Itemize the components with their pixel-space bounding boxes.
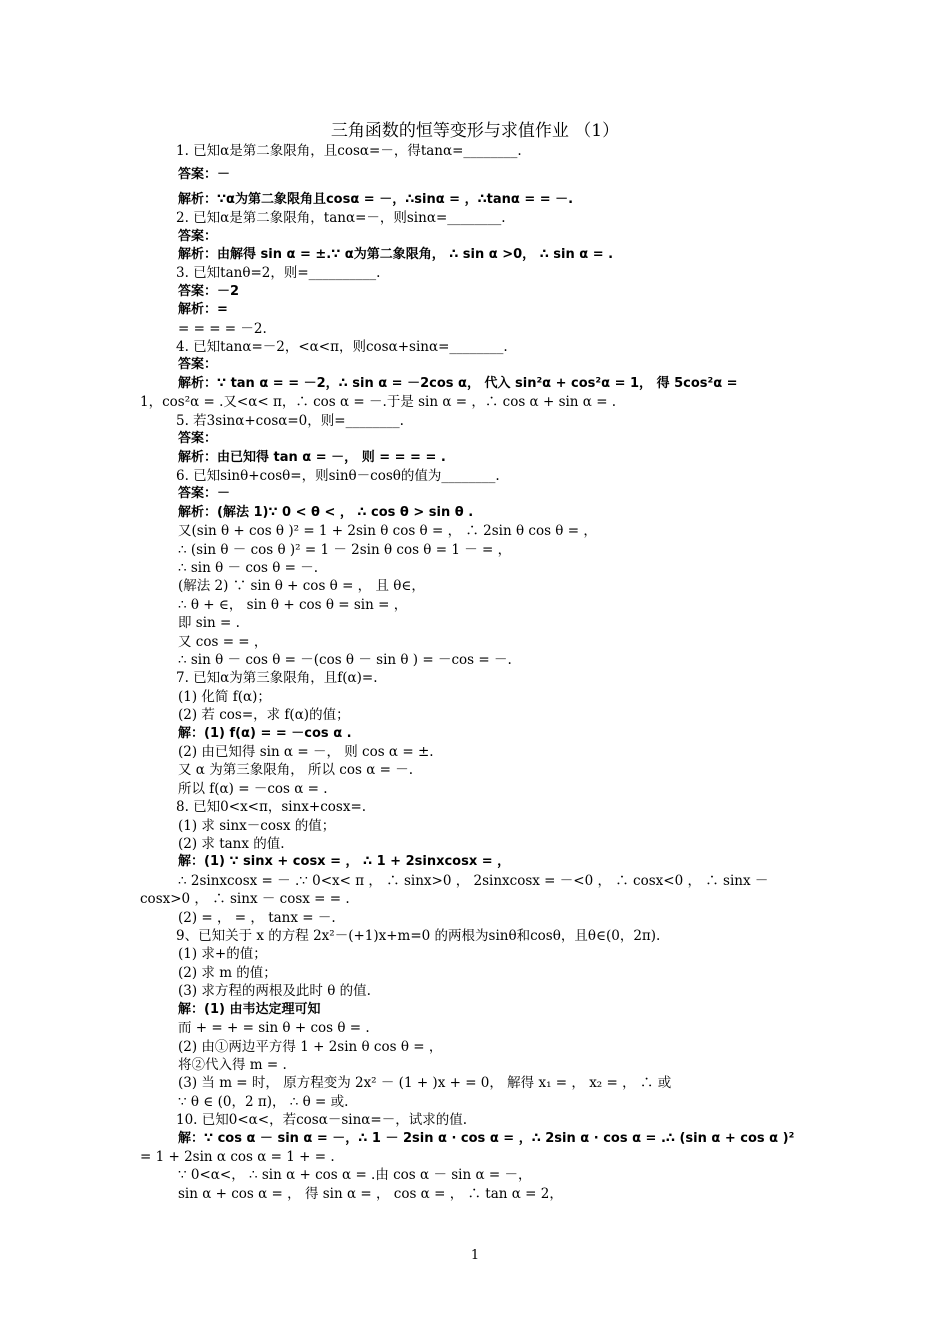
text-line: 9、已知关于 x 的方程 2x²－(+1)x+m=0 的两根为sinθ和cosθ，且θ∈(0，2π). — [176, 928, 661, 945]
text-line: 1，cos²α = .又<α< π，∴ cos α = －.于是 sin α = ，∴ cos α + sin α = . — [140, 394, 617, 411]
text-line: (解法 2) ∵ sin θ + cos θ = ， 且 θ∈， — [178, 578, 425, 595]
text-line: ∴ sin θ － cos θ = －(cos θ － sin θ ) = －cos = －. — [178, 651, 512, 668]
text-line: 4. 已知tanα=－2，<α<π，则cosα+sinα=________. — [176, 339, 508, 356]
text-line: (2) = ， = ， tanx = －. — [178, 909, 336, 926]
text-line: 而 + = + = sin θ + cos θ = . — [178, 1020, 370, 1037]
text-line: 8. 已知0<x<π，sinx+cosx=. — [176, 799, 367, 816]
text-line: 解：∵ cos α － sin α = －，∴ 1 － 2sin α · cos α = ，∴ 2sin α · cos α = .∴ (sin α + cos α )² — [178, 1130, 795, 1146]
text-line: 答案：－ — [178, 486, 231, 502]
text-line: (1) 求 sinx－cosx 的值； — [178, 817, 336, 834]
text-line: (2) 若 cos=，求 f(α)的值； — [178, 707, 350, 724]
text-line: ∴ θ + ∈， sin θ + cos θ = sin = ， — [178, 596, 408, 613]
text-line: ∴ sin θ － cos θ = －. — [178, 559, 319, 576]
text-line: (2) 由已知得 sin α = －， 则 cos α = ±. — [178, 744, 434, 760]
text-line: 解：(1) ∵ sinx + cosx = ， ∴ 1 + 2sinxcosx = ， — [178, 854, 511, 870]
text-line: ∵ θ ∈ (0，2 π)， ∴ θ = 或. — [178, 1093, 349, 1110]
text-line: (1) 化简 f(α)； — [178, 688, 271, 705]
text-line: (2) 求 tanx 的值. — [178, 836, 285, 853]
text-line: ∴ 2sinxcosx = － .∵ 0<x< π ， ∴ sinx>0 ， 2sinxcosx = －<0 ， ∴ cosx<0 ， ∴ sinx － — [178, 872, 769, 889]
text-line: 又(sin θ + cos θ )² = 1 + 2sin θ cos θ = ， ∴ 2sin θ cos θ = ， — [178, 523, 597, 540]
text-line: 解析：∵α为第二象限角且cosα = －，∴sinα = ，∴tanα = = －. — [178, 191, 574, 207]
text-line: 答案：－2 — [178, 283, 240, 299]
text-line: 2. 已知α是第二象限角，tanα=－，则sinα=________. — [176, 210, 506, 227]
text-line: cosx>0 ， ∴ sinx － cosx = = . — [140, 891, 350, 908]
text-line: ∵ 0<α<， ∴ sin α + cos α = .由 cos α － sin α = －， — [178, 1167, 532, 1184]
text-line: 答案： — [178, 357, 218, 373]
page-number: 1 — [470, 1248, 480, 1263]
text-line: 即 sin = . — [178, 615, 240, 632]
text-line: 解：(1) 由韦达定理可知 — [178, 1001, 321, 1017]
text-line: 答案： — [178, 431, 218, 447]
text-line: sin α + cos α = ， 得 sin α = ， cos α = ， ∴ tan α = 2， — [178, 1185, 563, 1202]
page-title: 三角函数的恒等变形与求值作业 （1） — [330, 121, 620, 141]
text-line: 答案：－ — [178, 167, 231, 183]
text-line: 答案： — [178, 228, 218, 244]
text-line: = = = = －2. — [178, 320, 267, 337]
text-line: 1. 已知α是第二象限角，且cosα=－，得tanα=________. — [176, 143, 522, 159]
text-line: 将②代入得 m = . — [178, 1056, 287, 1073]
text-line: 7. 已知α为第三象限角，且f(α)=. — [176, 670, 378, 687]
text-line: = 1 + 2sin α cos α = 1 + = . — [140, 1148, 335, 1165]
text-line: 又 cos = = ， — [178, 633, 268, 650]
text-line: 又 α 为第三象限角， 所以 cos α = －. — [178, 762, 413, 779]
text-line: 所以 f(α) = －cos α = . — [178, 780, 328, 797]
text-line: 10. 已知0<α<，若cosα－sinα=－，试求的值. — [176, 1112, 467, 1129]
text-line: 解析：(解法 1)∵ 0 < θ < ， ∴ cos θ > sin θ . — [178, 504, 474, 520]
text-line: 解析：由解得 sin α = ±.∵ α为第二象限角， ∴ sin α >0， ∴ sin α = . — [178, 247, 614, 263]
document-body — [140, 142, 810, 1203]
text-line: 3. 已知tanθ=2，则=__________. — [176, 265, 381, 282]
text-line: (3) 当 m = 时， 原方程变为 2x² － (1 + )x + = 0， 解得 x₁ = ， x₂ = ， ∴ 或 — [178, 1075, 672, 1092]
text-line: 解析：= — [178, 302, 228, 318]
text-line: 6. 已知sinθ+cosθ=，则sinθ－cosθ的值为________. — [176, 467, 500, 484]
text-line: 解：(1) f(α) = = －cos α . — [178, 725, 352, 741]
text-line: (2) 由①两边平方得 1 + 2sin θ cos θ = ， — [178, 1038, 443, 1055]
text-line: 解析：由已知得 tan α = －， 则 = = = = . — [178, 449, 446, 465]
text-line: 5. 若3sinα+cosα=0，则=________. — [176, 412, 404, 429]
text-line: ∴ (sin θ － cos θ )² = 1 － 2sin θ cos θ = 1 － = ， — [178, 541, 512, 558]
text-line: (3) 求方程的两根及此时 θ 的值. — [178, 983, 371, 1000]
text-line: (2) 求 m 的值； — [178, 964, 277, 981]
text-line: (1) 求+的值； — [178, 946, 267, 963]
text-line: 解析：∵ tan α = = －2，∴ sin α = －2cos α， 代入 sin²α + cos²α = 1， 得 5cos²α = — [178, 375, 738, 391]
